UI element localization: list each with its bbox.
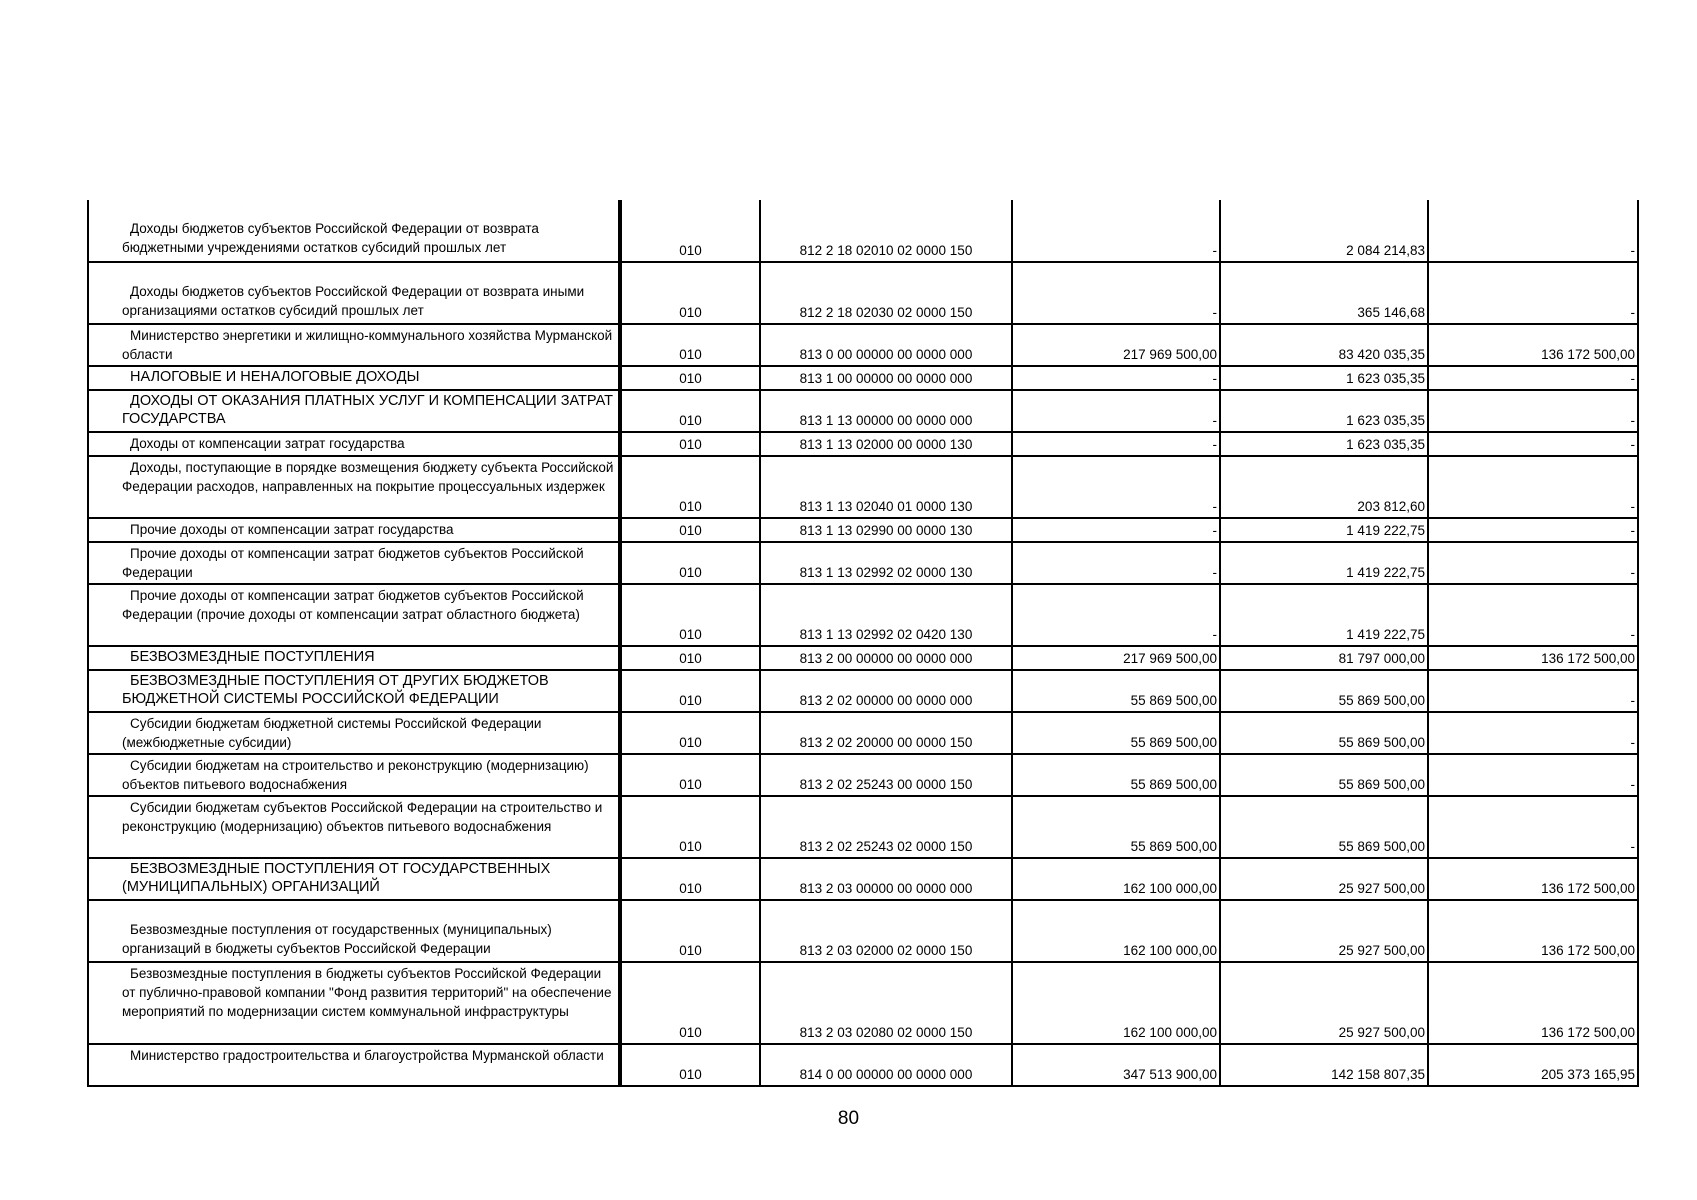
row-unexecuted: 136 172 500,00 <box>1428 962 1638 1044</box>
row-name: Министерство энергетики и жилищно-коммунального хозяйства Мурманской области <box>88 324 620 366</box>
table-row <box>88 324 1638 366</box>
row-name: Доходы бюджетов субъектов Российской Федерации от возврата бюджетными учреждениями остатков субсидий прошлых лет <box>88 200 620 262</box>
row-approved: - <box>1012 456 1220 518</box>
row-executed: 2 084 214,83 <box>1220 200 1428 262</box>
row-name: Субсидии бюджетам на строительство и реконструкцию (модернизацию) объектов питьевого водоснабжения <box>88 754 620 796</box>
row-name: БЕЗВОЗМЕЗДНЫЕ ПОСТУПЛЕНИЯ ОТ ДРУГИХ БЮДЖЕТОВ БЮДЖЕТНОЙ СИСТЕМЫ РОССИЙСКОЙ ФЕДЕРАЦИИ <box>88 670 620 712</box>
row-line-code: 010 <box>620 324 760 366</box>
row-budget-code: 813 2 02 25243 00 0000 150 <box>760 754 1012 796</box>
row-line-code: 010 <box>620 542 760 584</box>
row-executed: 1 623 035,35 <box>1220 432 1428 456</box>
row-budget-code: 813 1 13 02040 01 0000 130 <box>760 456 1012 518</box>
table-row <box>88 754 1638 796</box>
row-unexecuted: - <box>1428 670 1638 712</box>
row-approved: 55 869 500,00 <box>1012 796 1220 858</box>
row-line-code: 010 <box>620 200 760 262</box>
row-line-code: 010 <box>620 432 760 456</box>
table-row <box>88 262 1638 324</box>
row-line-code: 010 <box>620 646 760 670</box>
row-approved: 55 869 500,00 <box>1012 712 1220 754</box>
row-executed: 142 158 807,35 <box>1220 1044 1428 1086</box>
row-line-code: 010 <box>620 796 760 858</box>
table-row <box>88 584 1638 646</box>
row-name: Прочие доходы от компенсации затрат государства <box>88 518 620 542</box>
row-budget-code: 813 2 03 02000 02 0000 150 <box>760 900 1012 962</box>
row-approved: 162 100 000,00 <box>1012 962 1220 1044</box>
row-approved: - <box>1012 366 1220 390</box>
page-number: 80 <box>837 1108 860 1129</box>
row-name: НАЛОГОВЫЕ И НЕНАЛОГОВЫЕ ДОХОДЫ <box>88 366 620 390</box>
row-executed: 25 927 500,00 <box>1220 962 1428 1044</box>
table-row <box>88 1044 1638 1086</box>
row-line-code: 010 <box>620 962 760 1044</box>
row-executed: 25 927 500,00 <box>1220 858 1428 900</box>
row-budget-code: 813 2 03 00000 00 0000 000 <box>760 858 1012 900</box>
row-executed: 81 797 000,00 <box>1220 646 1428 670</box>
table-row <box>88 432 1638 456</box>
table-row <box>88 456 1638 518</box>
row-budget-code: 813 2 00 00000 00 0000 000 <box>760 646 1012 670</box>
row-unexecuted: 136 172 500,00 <box>1428 324 1638 366</box>
row-approved: 217 969 500,00 <box>1012 646 1220 670</box>
row-name: БЕЗВОЗМЕЗДНЫЕ ПОСТУПЛЕНИЯ ОТ ГОСУДАРСТВЕННЫХ (МУНИЦИПАЛЬНЫХ) ОРГАНИЗАЦИЙ <box>88 858 620 900</box>
row-executed: 1 419 222,75 <box>1220 584 1428 646</box>
row-executed: 365 146,68 <box>1220 262 1428 324</box>
row-name: Безвозмездные поступления в бюджеты субъектов Российской Федерации от публично-правовой компании "Фонд развития территорий" на обеспечение мероприятий по модернизации систем коммунальной инфраструктуры <box>88 962 620 1044</box>
row-line-code: 010 <box>620 712 760 754</box>
row-executed: 1 623 035,35 <box>1220 366 1428 390</box>
row-budget-code: 813 2 02 00000 00 0000 000 <box>760 670 1012 712</box>
row-line-code: 010 <box>620 754 760 796</box>
row-name: ДОХОДЫ ОТ ОКАЗАНИЯ ПЛАТНЫХ УСЛУГ И КОМПЕНСАЦИИ ЗАТРАТ ГОСУДАРСТВА <box>88 390 620 432</box>
row-name: Безвозмездные поступления от государственных (муниципальных) организаций в бюджеты субъектов Российской Федерации <box>88 900 620 962</box>
row-name: Доходы, поступающие в порядке возмещения бюджету субъекта Российской Федерации расходов, направленных на покрытие процессуальных издержек <box>88 456 620 518</box>
table-row <box>88 518 1638 542</box>
row-budget-code: 814 0 00 00000 00 0000 000 <box>760 1044 1012 1086</box>
row-budget-code: 813 2 02 20000 00 0000 150 <box>760 712 1012 754</box>
row-unexecuted: 136 172 500,00 <box>1428 900 1638 962</box>
row-budget-code: 813 2 03 02080 02 0000 150 <box>760 962 1012 1044</box>
row-unexecuted: - <box>1428 456 1638 518</box>
row-executed: 55 869 500,00 <box>1220 754 1428 796</box>
row-line-code: 010 <box>620 456 760 518</box>
row-name: Прочие доходы от компенсации затрат бюджетов субъектов Российской Федерации (прочие доходы от компенсации затрат областного бюджета) <box>88 584 620 646</box>
row-executed: 55 869 500,00 <box>1220 796 1428 858</box>
row-name: Субсидии бюджетам бюджетной системы Российской Федерации (межбюджетные субсидии) <box>88 712 620 754</box>
row-unexecuted: - <box>1428 754 1638 796</box>
table-row <box>88 200 1638 262</box>
row-line-code: 010 <box>620 390 760 432</box>
row-name: Прочие доходы от компенсации затрат бюджетов субъектов Российской Федерации <box>88 542 620 584</box>
row-unexecuted: - <box>1428 796 1638 858</box>
row-budget-code: 812 2 18 02010 02 0000 150 <box>760 200 1012 262</box>
row-unexecuted: - <box>1428 432 1638 456</box>
row-budget-code: 813 2 02 25243 02 0000 150 <box>760 796 1012 858</box>
row-approved: 347 513 900,00 <box>1012 1044 1220 1086</box>
row-budget-code: 812 2 18 02030 02 0000 150 <box>760 262 1012 324</box>
row-unexecuted: 136 172 500,00 <box>1428 646 1638 670</box>
row-budget-code: 813 1 13 02990 00 0000 130 <box>760 518 1012 542</box>
row-budget-code: 813 0 00 00000 00 0000 000 <box>760 324 1012 366</box>
row-line-code: 010 <box>620 518 760 542</box>
row-line-code: 010 <box>620 262 760 324</box>
row-line-code: 010 <box>620 858 760 900</box>
table-row <box>88 366 1638 390</box>
row-approved: - <box>1012 542 1220 584</box>
row-unexecuted: - <box>1428 200 1638 262</box>
row-line-code: 010 <box>620 584 760 646</box>
row-unexecuted: - <box>1428 584 1638 646</box>
row-approved: - <box>1012 390 1220 432</box>
row-budget-code: 813 1 13 02992 02 0000 130 <box>760 542 1012 584</box>
row-approved: 55 869 500,00 <box>1012 754 1220 796</box>
row-approved: 217 969 500,00 <box>1012 324 1220 366</box>
row-executed: 25 927 500,00 <box>1220 900 1428 962</box>
row-budget-code: 813 1 00 00000 00 0000 000 <box>760 366 1012 390</box>
table-row <box>88 796 1638 858</box>
row-executed: 83 420 035,35 <box>1220 324 1428 366</box>
row-approved: - <box>1012 584 1220 646</box>
table-row <box>88 542 1638 584</box>
table-row <box>88 858 1638 900</box>
row-budget-code: 813 1 13 00000 00 0000 000 <box>760 390 1012 432</box>
row-unexecuted: - <box>1428 518 1638 542</box>
row-unexecuted: 205 373 165,95 <box>1428 1044 1638 1086</box>
row-name: Субсидии бюджетам субъектов Российской Федерации на строительство и реконструкцию (модернизацию) объектов питьевого водоснабжения <box>88 796 620 858</box>
income-table-container <box>87 200 1637 1087</box>
row-name: Доходы от компенсации затрат государства <box>88 432 620 456</box>
row-executed: 1 419 222,75 <box>1220 542 1428 584</box>
row-unexecuted: - <box>1428 390 1638 432</box>
row-executed: 1 419 222,75 <box>1220 518 1428 542</box>
row-line-code: 010 <box>620 366 760 390</box>
row-line-code: 010 <box>620 1044 760 1086</box>
row-approved: - <box>1012 262 1220 324</box>
row-budget-code: 813 1 13 02000 00 0000 130 <box>760 432 1012 456</box>
table-row <box>88 646 1638 670</box>
row-budget-code: 813 1 13 02992 02 0420 130 <box>760 584 1012 646</box>
row-executed: 1 623 035,35 <box>1220 390 1428 432</box>
row-executed: 203 812,60 <box>1220 456 1428 518</box>
row-executed: 55 869 500,00 <box>1220 670 1428 712</box>
row-name: Министерство градостроительства и благоустройства Мурманской области <box>88 1044 620 1086</box>
row-unexecuted: - <box>1428 542 1638 584</box>
row-approved: 162 100 000,00 <box>1012 900 1220 962</box>
row-line-code: 010 <box>620 670 760 712</box>
income-table <box>87 200 1639 1087</box>
row-line-code: 010 <box>620 900 760 962</box>
row-executed: 55 869 500,00 <box>1220 712 1428 754</box>
row-approved: 162 100 000,00 <box>1012 858 1220 900</box>
table-row <box>88 712 1638 754</box>
row-unexecuted: 136 172 500,00 <box>1428 858 1638 900</box>
row-unexecuted: - <box>1428 262 1638 324</box>
table-row <box>88 390 1638 432</box>
row-name: БЕЗВОЗМЕЗДНЫЕ ПОСТУПЛЕНИЯ <box>88 646 620 670</box>
row-unexecuted: - <box>1428 712 1638 754</box>
row-unexecuted: - <box>1428 366 1638 390</box>
table-row <box>88 670 1638 712</box>
row-approved: 55 869 500,00 <box>1012 670 1220 712</box>
row-approved: - <box>1012 432 1220 456</box>
row-name: Доходы бюджетов субъектов Российской Федерации от возврата иными организациями остатков субсидий прошлых лет <box>88 262 620 324</box>
table-row <box>88 900 1638 962</box>
row-approved: - <box>1012 518 1220 542</box>
row-approved: - <box>1012 200 1220 262</box>
table-row <box>88 962 1638 1044</box>
